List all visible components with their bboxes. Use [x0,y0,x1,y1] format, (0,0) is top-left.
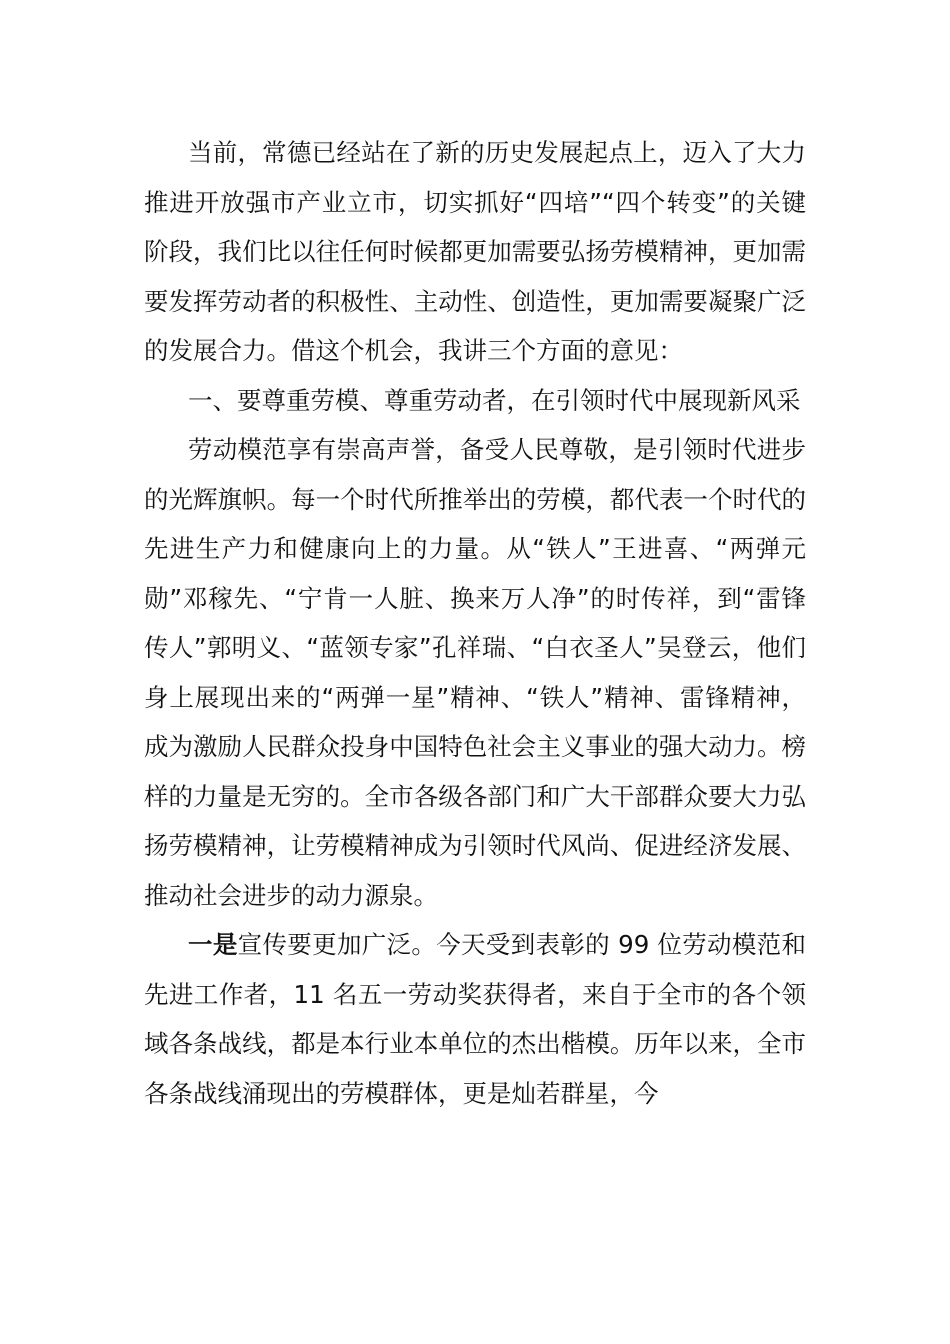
paragraph-labor-models: 劳动模范享有崇高声誉，备受人民尊敬，是引领时代进步的光辉旗帜。每一个时代所推举出的劳模，都代表一个时代的先进生产力和健康向上的力量。从“铁人”王进喜、“两弹元勋”邓稼先、“宁肯一人脏、换来万人净”的时传祥，到“雷锋传人”郭明义、“蓝领专家”孔祥瑞、“白衣圣人”吴登云，他们身上展现出来的“两弹一星”精神、“铁人”精神、雷锋精神，成为激励人民群众投身中国特色社会主义事业的强大动力。榜样的力量是无穷的。全市各级各部门和广大干部群众要大力弘扬劳模精神，让劳模精神成为引领时代风尚、促进经济发展、推动社会进步的动力源泉。 [144,435,806,910]
paragraph-publicity [144,920,806,1118]
paragraph-intro: 当前，常德已经站在了新的历史发展起点上，迈入了大力推进开放强市产业立市，切实抓好“四培”“四个转变”的关键阶段，我们比以往任何时候都更加需要弘扬劳模精神，更加需要发挥劳动者的积极性、主动性、创造性，更加需要凝聚广泛的发展合力。借这个机会，我讲三个方面的意见： [144,138,806,365]
paragraph-publicity-text: 宣传要更加广泛。今天受到表彰的 99 位劳动模范和先进工作者，11 名五一劳动奖获得者，来自于全市的各个领域各条战线，都是本行业本单位的杰出楷模。历年以来，全市各条战线涌现出的劳模群体，更是灿若群星，今 [144,930,807,1108]
document-body [144,128,806,1118]
section-heading-one: 一、要尊重劳模、尊重劳动者，在引领时代中展现新风采 [188,385,801,415]
paragraph-lead-label: 一是 [188,930,238,959]
